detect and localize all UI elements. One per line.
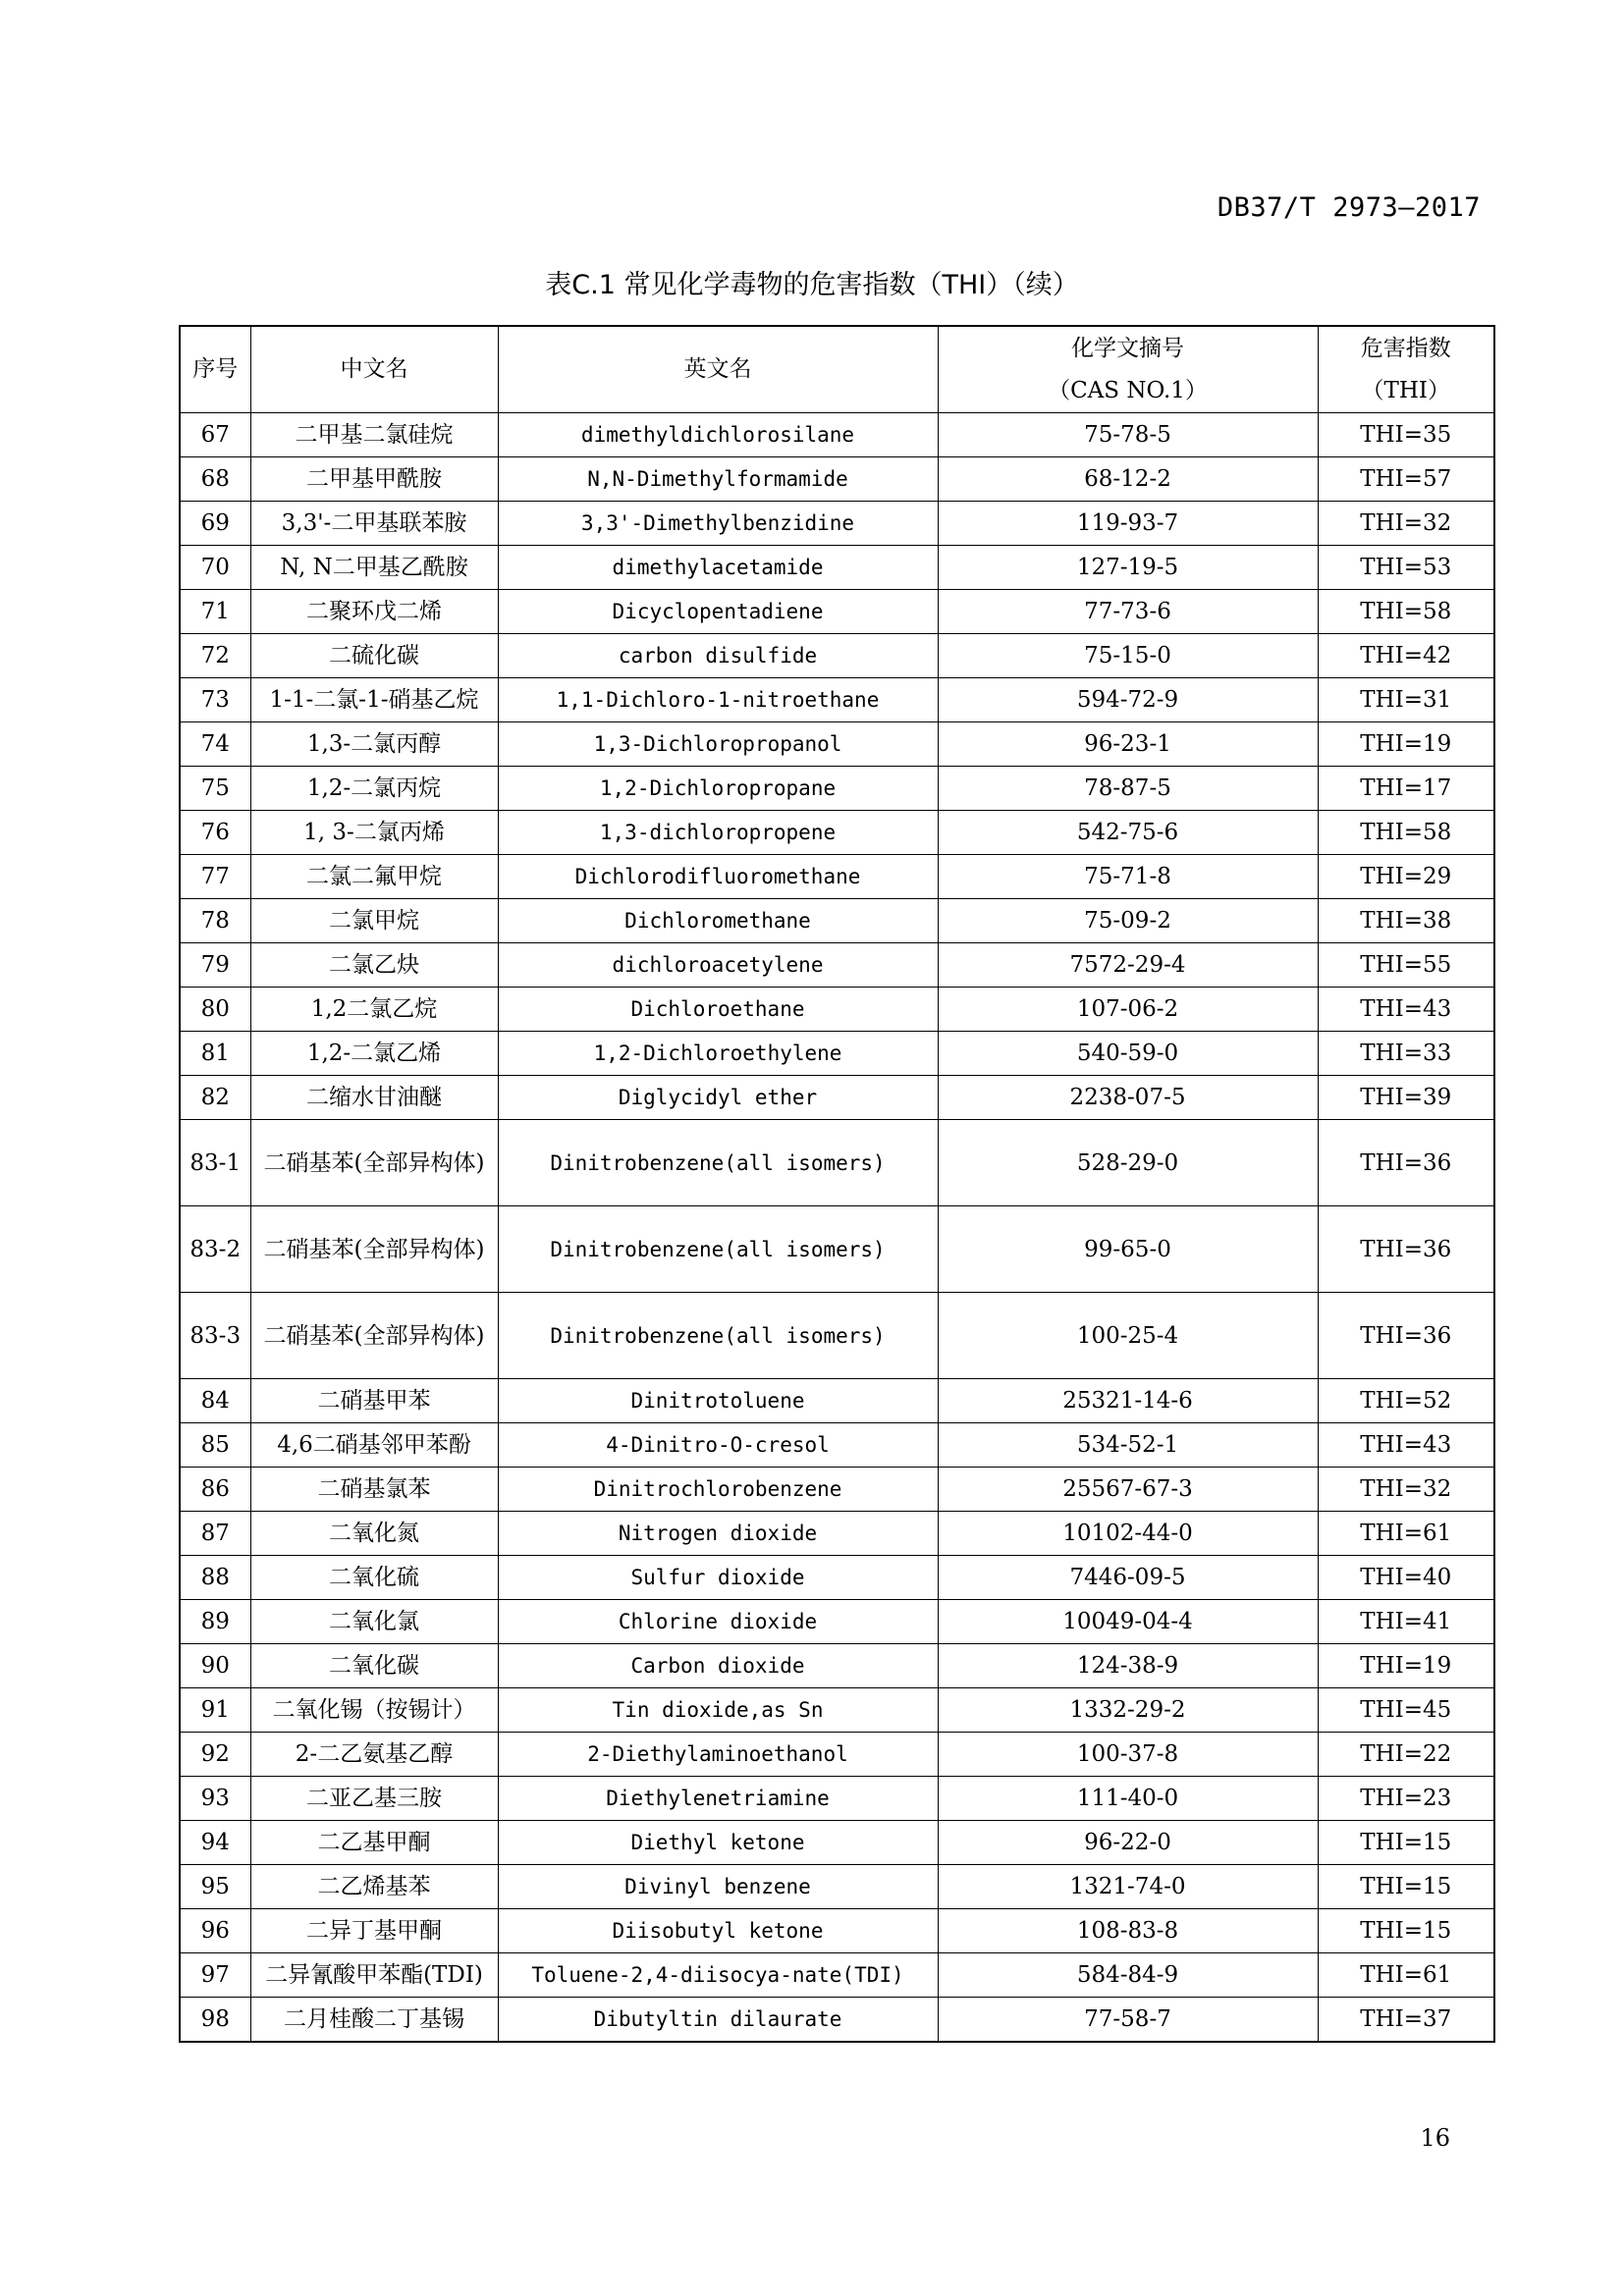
cell-seq: 98 bbox=[180, 1998, 250, 2043]
header-cas-line1: 化学文摘号 bbox=[1071, 335, 1184, 361]
header-cn-name: 中文名 bbox=[250, 326, 498, 413]
cell-cas: 75-15-0 bbox=[938, 634, 1318, 678]
cell-en-name: N,N-Dimethylformamide bbox=[498, 457, 938, 502]
cell-cn-name: 二硫化碳 bbox=[250, 634, 498, 678]
cell-seq: 83-3 bbox=[180, 1293, 250, 1379]
table-row bbox=[180, 1076, 1494, 1120]
cell-cas: 127-19-5 bbox=[938, 546, 1318, 590]
cell-en-name: Dibutyltin dilaurate bbox=[498, 1998, 938, 2043]
table-row bbox=[180, 1821, 1494, 1865]
cell-thi: THI=32 bbox=[1318, 502, 1494, 546]
cell-en-name: Toluene-2,4-diisocya-nate(TDI) bbox=[498, 1953, 938, 1998]
table-row bbox=[180, 1423, 1494, 1468]
table-row bbox=[180, 1379, 1494, 1423]
cell-en-name: 1,3-dichloropropene bbox=[498, 811, 938, 855]
cell-cas: 2238-07-5 bbox=[938, 1076, 1318, 1120]
cell-en-name: Chlorine dioxide bbox=[498, 1600, 938, 1644]
cell-thi: THI=43 bbox=[1318, 1423, 1494, 1468]
cell-en-name: 1,1-Dichloro-1-nitroethane bbox=[498, 678, 938, 722]
cell-thi: THI=40 bbox=[1318, 1556, 1494, 1600]
cell-thi: THI=58 bbox=[1318, 590, 1494, 634]
table-row bbox=[180, 1468, 1494, 1512]
table-row bbox=[180, 413, 1494, 457]
cell-cn-name: 二乙烯基苯 bbox=[250, 1865, 498, 1909]
table-row bbox=[180, 1600, 1494, 1644]
table-title: 表C.1 常见化学毒物的危害指数（THI）（续） bbox=[545, 270, 1079, 300]
cell-cn-name: 2-二乙氨基乙醇 bbox=[250, 1733, 498, 1777]
cell-thi: THI=53 bbox=[1318, 546, 1494, 590]
cell-en-name: dimethyldichlorosilane bbox=[498, 413, 938, 457]
cell-cn-name: 二氧化硫 bbox=[250, 1556, 498, 1600]
table-row bbox=[180, 943, 1494, 988]
cell-cas: 111-40-0 bbox=[938, 1777, 1318, 1821]
cell-cn-name: 3,3'-二甲基联苯胺 bbox=[250, 502, 498, 546]
cell-seq: 75 bbox=[180, 767, 250, 811]
cell-seq: 73 bbox=[180, 678, 250, 722]
cell-cas: 584-84-9 bbox=[938, 1953, 1318, 1998]
table-row bbox=[180, 678, 1494, 722]
cell-en-name: Dinitrochlorobenzene bbox=[498, 1468, 938, 1512]
cell-cn-name: 二硝基苯(全部异构体) bbox=[250, 1293, 498, 1379]
cell-thi: THI=17 bbox=[1318, 767, 1494, 811]
cell-en-name: dimethylacetamide bbox=[498, 546, 938, 590]
table-row bbox=[180, 1909, 1494, 1953]
header-cas-line2: （CAS NO.1） bbox=[1048, 377, 1208, 403]
cell-thi: THI=57 bbox=[1318, 457, 1494, 502]
cell-en-name: Divinyl benzene bbox=[498, 1865, 938, 1909]
table-row bbox=[180, 1777, 1494, 1821]
cell-en-name: Dicyclopentadiene bbox=[498, 590, 938, 634]
cell-cn-name: 二月桂酸二丁基锡 bbox=[250, 1998, 498, 2043]
cell-cn-name: 1,2二氯乙烷 bbox=[250, 988, 498, 1032]
cell-en-name: Sulfur dioxide bbox=[498, 1556, 938, 1600]
cell-thi: THI=31 bbox=[1318, 678, 1494, 722]
cell-cas: 75-09-2 bbox=[938, 899, 1318, 943]
cell-thi: THI=36 bbox=[1318, 1293, 1494, 1379]
cell-cn-name: 二氯二氟甲烷 bbox=[250, 855, 498, 899]
cell-thi: THI=35 bbox=[1318, 413, 1494, 457]
cell-thi: THI=15 bbox=[1318, 1909, 1494, 1953]
cell-en-name: Carbon dioxide bbox=[498, 1644, 938, 1688]
cell-cn-name: 二乙基甲酮 bbox=[250, 1821, 498, 1865]
cell-thi: THI=58 bbox=[1318, 811, 1494, 855]
cell-cas: 119-93-7 bbox=[938, 502, 1318, 546]
cell-en-name: Tin dioxide,as Sn bbox=[498, 1688, 938, 1733]
cell-cn-name: 二甲基二氯硅烷 bbox=[250, 413, 498, 457]
cell-cn-name: 二异丁基甲酮 bbox=[250, 1909, 498, 1953]
table-row bbox=[180, 1953, 1494, 1998]
table-row bbox=[180, 546, 1494, 590]
header-cas bbox=[938, 326, 1318, 413]
cell-en-name: Dinitrobenzene(all isomers) bbox=[498, 1120, 938, 1206]
table-row bbox=[180, 1032, 1494, 1076]
cell-en-name: Nitrogen dioxide bbox=[498, 1512, 938, 1556]
cell-cas: 124-38-9 bbox=[938, 1644, 1318, 1688]
cell-cn-name: N, N二甲基乙酰胺 bbox=[250, 546, 498, 590]
cell-cas: 10049-04-4 bbox=[938, 1600, 1318, 1644]
cell-seq: 71 bbox=[180, 590, 250, 634]
cell-cas: 540-59-0 bbox=[938, 1032, 1318, 1076]
cell-cas: 107-06-2 bbox=[938, 988, 1318, 1032]
table-row bbox=[180, 1733, 1494, 1777]
cell-seq: 80 bbox=[180, 988, 250, 1032]
cell-cas: 96-23-1 bbox=[938, 722, 1318, 767]
cell-cas: 100-37-8 bbox=[938, 1733, 1318, 1777]
table-row bbox=[180, 1512, 1494, 1556]
table-row bbox=[180, 1120, 1494, 1206]
cell-thi: THI=43 bbox=[1318, 988, 1494, 1032]
cell-seq: 82 bbox=[180, 1076, 250, 1120]
cell-thi: THI=33 bbox=[1318, 1032, 1494, 1076]
cell-cas: 7572-29-4 bbox=[938, 943, 1318, 988]
cell-seq: 78 bbox=[180, 899, 250, 943]
cell-cn-name: 二硝基甲苯 bbox=[250, 1379, 498, 1423]
cell-seq: 76 bbox=[180, 811, 250, 855]
table-row bbox=[180, 502, 1494, 546]
cell-cas: 542-75-6 bbox=[938, 811, 1318, 855]
cell-seq: 93 bbox=[180, 1777, 250, 1821]
cell-seq: 89 bbox=[180, 1600, 250, 1644]
cell-thi: THI=23 bbox=[1318, 1777, 1494, 1821]
cell-cn-name: 二缩水甘油醚 bbox=[250, 1076, 498, 1120]
cell-thi: THI=37 bbox=[1318, 1998, 1494, 2043]
cell-en-name: 1,2-Dichloroethylene bbox=[498, 1032, 938, 1076]
cell-en-name: Dinitrobenzene(all isomers) bbox=[498, 1293, 938, 1379]
cell-cas: 108-83-8 bbox=[938, 1909, 1318, 1953]
cell-cas: 1321-74-0 bbox=[938, 1865, 1318, 1909]
cell-thi: THI=39 bbox=[1318, 1076, 1494, 1120]
table-row bbox=[180, 1865, 1494, 1909]
cell-seq: 79 bbox=[180, 943, 250, 988]
cell-cas: 77-73-6 bbox=[938, 590, 1318, 634]
cell-thi: THI=55 bbox=[1318, 943, 1494, 988]
table-row bbox=[180, 811, 1494, 855]
cell-cas: 68-12-2 bbox=[938, 457, 1318, 502]
cell-cn-name: 二氧化锡（按锡计） bbox=[250, 1688, 498, 1733]
cell-cn-name: 二硝基苯(全部异构体) bbox=[250, 1120, 498, 1206]
cell-cn-name: 二氧化氮 bbox=[250, 1512, 498, 1556]
table-row bbox=[180, 1293, 1494, 1379]
cell-cn-name: 二亚乙基三胺 bbox=[250, 1777, 498, 1821]
cell-seq: 90 bbox=[180, 1644, 250, 1688]
cell-cas: 78-87-5 bbox=[938, 767, 1318, 811]
header-thi bbox=[1318, 326, 1494, 413]
cell-cas: 528-29-0 bbox=[938, 1120, 1318, 1206]
header-en-name: 英文名 bbox=[498, 326, 938, 413]
cell-cn-name: 1,2-二氯乙烯 bbox=[250, 1032, 498, 1076]
cell-seq: 70 bbox=[180, 546, 250, 590]
cell-en-name: Diethyl ketone bbox=[498, 1821, 938, 1865]
cell-en-name: Dinitrotoluene bbox=[498, 1379, 938, 1423]
cell-cas: 99-65-0 bbox=[938, 1206, 1318, 1293]
cell-cn-name: 二硝基氯苯 bbox=[250, 1468, 498, 1512]
table-row bbox=[180, 1206, 1494, 1293]
cell-cn-name: 1,3-二氯丙醇 bbox=[250, 722, 498, 767]
cell-seq: 69 bbox=[180, 502, 250, 546]
cell-seq: 96 bbox=[180, 1909, 250, 1953]
cell-cas: 25321-14-6 bbox=[938, 1379, 1318, 1423]
cell-seq: 84 bbox=[180, 1379, 250, 1423]
cell-thi: THI=19 bbox=[1318, 1644, 1494, 1688]
cell-en-name: 1,2-Dichloropropane bbox=[498, 767, 938, 811]
cell-thi: THI=36 bbox=[1318, 1206, 1494, 1293]
cell-en-name: 3,3'-Dimethylbenzidine bbox=[498, 502, 938, 546]
cell-thi: THI=15 bbox=[1318, 1865, 1494, 1909]
cell-thi: THI=22 bbox=[1318, 1733, 1494, 1777]
cell-cn-name: 1-1-二氯-1-硝基乙烷 bbox=[250, 678, 498, 722]
table-row bbox=[180, 1688, 1494, 1733]
cell-en-name: Diethylenetriamine bbox=[498, 1777, 938, 1821]
header-thi-line1: 危害指数 bbox=[1360, 335, 1451, 361]
table-body bbox=[180, 413, 1494, 2043]
cell-cas: 594-72-9 bbox=[938, 678, 1318, 722]
cell-thi: THI=52 bbox=[1318, 1379, 1494, 1423]
table-row bbox=[180, 1556, 1494, 1600]
cell-seq: 97 bbox=[180, 1953, 250, 1998]
cell-thi: THI=19 bbox=[1318, 722, 1494, 767]
cell-seq: 86 bbox=[180, 1468, 250, 1512]
cell-seq: 88 bbox=[180, 1556, 250, 1600]
cell-cn-name: 二氯乙炔 bbox=[250, 943, 498, 988]
header-thi-line2: （THI） bbox=[1361, 377, 1450, 403]
cell-en-name: Dichlorodifluoromethane bbox=[498, 855, 938, 899]
table-row bbox=[180, 899, 1494, 943]
cell-cas: 1332-29-2 bbox=[938, 1688, 1318, 1733]
cell-seq: 77 bbox=[180, 855, 250, 899]
cell-cas: 96-22-0 bbox=[938, 1821, 1318, 1865]
table-row bbox=[180, 988, 1494, 1032]
cell-cn-name: 1,2-二氯丙烷 bbox=[250, 767, 498, 811]
table-row bbox=[180, 457, 1494, 502]
cell-cas: 100-25-4 bbox=[938, 1293, 1318, 1379]
cell-cas: 77-58-7 bbox=[938, 1998, 1318, 2043]
cell-en-name: Diglycidyl ether bbox=[498, 1076, 938, 1120]
cell-seq: 95 bbox=[180, 1865, 250, 1909]
cell-seq: 83-1 bbox=[180, 1120, 250, 1206]
cell-seq: 67 bbox=[180, 413, 250, 457]
cell-seq: 74 bbox=[180, 722, 250, 767]
cell-thi: THI=29 bbox=[1318, 855, 1494, 899]
thi-table bbox=[179, 325, 1495, 2043]
cell-cas: 10102-44-0 bbox=[938, 1512, 1318, 1556]
cell-cas: 25567-67-3 bbox=[938, 1468, 1318, 1512]
cell-cn-name: 4,6二硝基邻甲苯酚 bbox=[250, 1423, 498, 1468]
cell-en-name: dichloroacetylene bbox=[498, 943, 938, 988]
table-row bbox=[180, 855, 1494, 899]
cell-seq: 94 bbox=[180, 1821, 250, 1865]
table-row bbox=[180, 722, 1494, 767]
cell-cn-name: 二硝基苯(全部异构体) bbox=[250, 1206, 498, 1293]
cell-thi: THI=38 bbox=[1318, 899, 1494, 943]
cell-thi: THI=42 bbox=[1318, 634, 1494, 678]
cell-en-name: Dinitrobenzene(all isomers) bbox=[498, 1206, 938, 1293]
table-row bbox=[180, 1644, 1494, 1688]
cell-thi: THI=32 bbox=[1318, 1468, 1494, 1512]
cell-en-name: 4-Dinitro-O-cresol bbox=[498, 1423, 938, 1468]
table-header bbox=[180, 326, 1494, 413]
cell-cn-name: 二氧化氯 bbox=[250, 1600, 498, 1644]
table-row bbox=[180, 590, 1494, 634]
cell-en-name: 2-Diethylaminoethanol bbox=[498, 1733, 938, 1777]
table-row bbox=[180, 1998, 1494, 2043]
standard-code: DB37/T 2973—2017 bbox=[1217, 192, 1481, 223]
cell-seq: 91 bbox=[180, 1688, 250, 1733]
cell-thi: THI=61 bbox=[1318, 1953, 1494, 1998]
cell-thi: THI=45 bbox=[1318, 1688, 1494, 1733]
cell-seq: 72 bbox=[180, 634, 250, 678]
cell-cas: 75-78-5 bbox=[938, 413, 1318, 457]
cell-cas: 534-52-1 bbox=[938, 1423, 1318, 1468]
cell-thi: THI=41 bbox=[1318, 1600, 1494, 1644]
cell-seq: 83-2 bbox=[180, 1206, 250, 1293]
cell-en-name: carbon disulfide bbox=[498, 634, 938, 678]
cell-cn-name: 二聚环戊二烯 bbox=[250, 590, 498, 634]
cell-en-name: Dichloromethane bbox=[498, 899, 938, 943]
cell-cn-name: 二甲基甲酰胺 bbox=[250, 457, 498, 502]
cell-seq: 68 bbox=[180, 457, 250, 502]
cell-cn-name: 二异氰酸甲苯酯(TDI) bbox=[250, 1953, 498, 1998]
table-row bbox=[180, 767, 1494, 811]
cell-en-name: 1,3-Dichloropropanol bbox=[498, 722, 938, 767]
cell-thi: THI=15 bbox=[1318, 1821, 1494, 1865]
page-number: 16 bbox=[1420, 2124, 1450, 2152]
cell-cn-name: 1, 3-二氯丙烯 bbox=[250, 811, 498, 855]
cell-seq: 85 bbox=[180, 1423, 250, 1468]
cell-en-name: Dichloroethane bbox=[498, 988, 938, 1032]
cell-cn-name: 二氯甲烷 bbox=[250, 899, 498, 943]
table-row bbox=[180, 634, 1494, 678]
cell-seq: 87 bbox=[180, 1512, 250, 1556]
cell-cas: 7446-09-5 bbox=[938, 1556, 1318, 1600]
cell-thi: THI=61 bbox=[1318, 1512, 1494, 1556]
cell-seq: 92 bbox=[180, 1733, 250, 1777]
cell-en-name: Diisobutyl ketone bbox=[498, 1909, 938, 1953]
header-seq: 序号 bbox=[180, 326, 250, 413]
cell-cn-name: 二氧化碳 bbox=[250, 1644, 498, 1688]
cell-seq: 81 bbox=[180, 1032, 250, 1076]
cell-cas: 75-71-8 bbox=[938, 855, 1318, 899]
cell-thi: THI=36 bbox=[1318, 1120, 1494, 1206]
header-row bbox=[180, 326, 1494, 413]
